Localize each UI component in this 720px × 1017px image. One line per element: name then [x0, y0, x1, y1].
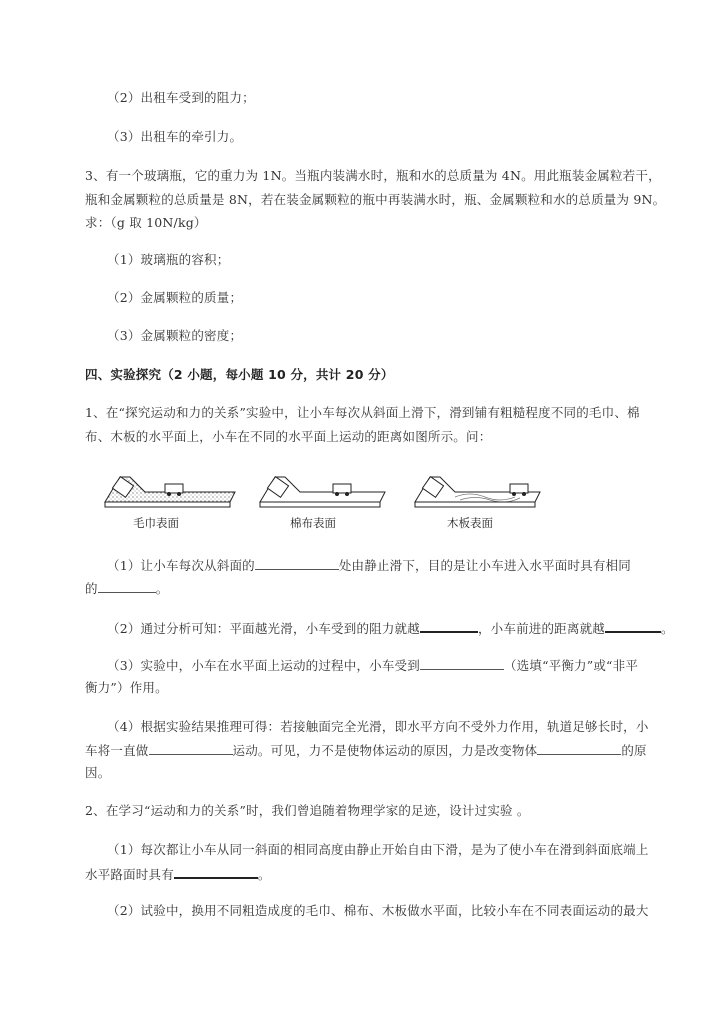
- text: 。: [155, 581, 169, 596]
- cotton-surface-diagram: [260, 477, 385, 507]
- sub-question: （4）根据实验结果推理可得：若接触面完全光滑，即水平方向不受外力作用，轨道足够长时，小: [107, 719, 649, 734]
- text: 车将一直做: [85, 743, 149, 758]
- text: ，小车前进的距离就越: [477, 621, 605, 636]
- sub-question: 因。: [85, 765, 111, 780]
- sub-question: （2）金属颗粒的质量；: [107, 290, 243, 305]
- question-text: 2、在学习“运动和力的关系”时，我们曾追随着物理学家的足迹，设计过实验 。: [85, 803, 530, 818]
- answer-blank[interactable]: [537, 742, 621, 755]
- sub-question: （3）金属颗粒的密度；: [107, 328, 243, 343]
- question-text: 1、在“探究运动和力的关系”实验中，让小车每次从斜面上滑下，滑到铺有粗糙程度不同的毛巾、棉: [85, 405, 640, 420]
- text: 。: [660, 621, 674, 636]
- text: （选填“平衡力”或“非平: [503, 658, 639, 673]
- sub-question: （1）每次都让小车从同一斜面的相同高度由静止开始自由下滑，是为了使小车在滑到斜面底端上: [107, 842, 649, 857]
- answer-blank[interactable]: [149, 742, 233, 755]
- figure-caption: 木板表面: [447, 516, 493, 530]
- question-text: 布、木板的水平面上，小车在不同的水平面上运动的距离如图所示。问：: [85, 429, 492, 444]
- question-text: 求：（g 取 10N/kg）: [85, 215, 207, 230]
- sub-question: [85, 742, 647, 759]
- sub-question: （2）试验中，换用不同粗造成度的毛巾、棉布、木板做水平面，比较小车在不同表面运动的最大: [107, 903, 649, 918]
- text: 运动。可见，力不是使物体运动的原因，力是改变物体: [232, 743, 538, 758]
- text: 处由静止滑下，目的是让小车进入水平面时具有相同: [338, 558, 631, 573]
- figure-caption: 棉布表面: [290, 516, 336, 530]
- wood-surface-diagram: [415, 477, 540, 507]
- text: 。: [257, 867, 271, 882]
- answer-blank[interactable]: [174, 865, 258, 879]
- text: （1）让小车每次从斜面的: [107, 558, 255, 573]
- text: 的: [85, 581, 98, 596]
- sub-question: （2）出租车受到的阻力；: [107, 90, 255, 105]
- text: 水平路面时具有: [85, 867, 174, 882]
- section-heading: 四、实验探究（2 小题，每小题 10 分，共计 20 分）: [85, 367, 394, 382]
- sub-question: [107, 619, 674, 637]
- answer-blank[interactable]: [255, 557, 339, 570]
- sub-question: [107, 557, 631, 574]
- sub-question: [85, 580, 168, 597]
- answer-blank[interactable]: [420, 619, 478, 633]
- sub-question: 衡力”）作用。: [85, 680, 168, 695]
- towel-surface-diagram: [105, 477, 235, 507]
- answer-blank[interactable]: [420, 657, 504, 670]
- question-text: 瓶和金属颗粒的总质量是 8N，若在装金属颗粒的瓶中再装满水时，瓶、金属颗粒和水的总质量为 9N。: [85, 192, 666, 207]
- text: （2）通过分析可知：平面越光滑，小车受到的阻力就越: [107, 621, 420, 636]
- sub-question: [85, 865, 271, 883]
- text: （3）实验中，小车在水平面上运动的过程中，小车受到: [107, 658, 420, 673]
- sub-question: （1）玻璃瓶的容积；: [107, 252, 230, 267]
- answer-blank[interactable]: [605, 619, 661, 633]
- sub-question: [107, 657, 638, 674]
- figure-caption: 毛巾表面: [133, 516, 179, 530]
- text: 的原: [621, 743, 647, 758]
- sub-question: （3）出租车的牵引力。: [107, 129, 243, 144]
- question-text: 3、有一个玻璃瓶，它的重力为 1N。当瓶内装满水时，瓶和水的总质量为 4N。用此瓶装金属粒若干，: [85, 168, 661, 183]
- answer-blank[interactable]: [98, 580, 156, 593]
